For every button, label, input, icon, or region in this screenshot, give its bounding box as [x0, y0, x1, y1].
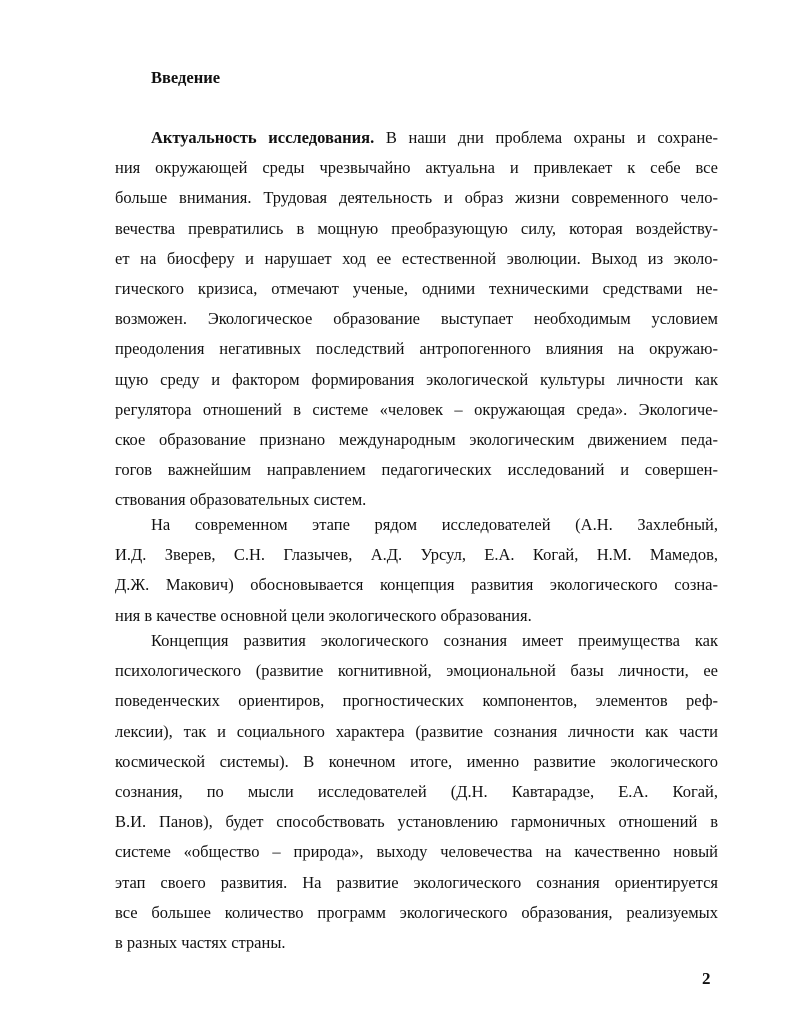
text-line: этап своего развития. На развитие экологического сознания ориентируется	[115, 872, 718, 892]
text-line: психологического (развитие когнитивной, эмоциональной базы личности, ее	[115, 661, 718, 681]
text-line: регулятора отношений в системе «человек – окружающая среда». Экологиче-	[115, 399, 718, 419]
text-line: И.Д. Зверев, С.Н. Глазычев, А.Д. Урсул, Е.А. Когай, Н.М. Мамедов,	[115, 545, 718, 565]
text-line: ское образование признано международным экологическим движением педа-	[115, 430, 718, 450]
text-line: В.И. Панов), будет способствовать установлению гармоничных отношений в	[115, 812, 718, 832]
text-line: ния в качестве основной цели экологического образования.	[115, 605, 532, 625]
page-number: 2	[702, 969, 711, 988]
paragraph-concept	[115, 626, 718, 958]
text-line: сознания, по мысли исследователей (Д.Н. Кавтарадзе, Е.А. Когай,	[115, 782, 718, 802]
section-heading: Введение	[151, 68, 221, 87]
text-line: возможен. Экологическое образование выступает необходимым условием	[115, 309, 718, 329]
text-line: На современном этапе рядом исследователей (А.Н. Захлебный,	[151, 515, 718, 534]
text-line: Д.Ж. Макович) обосновывается концепция развития экологического созна-	[115, 575, 718, 595]
relevance-lead: Актуальность исследования.	[151, 128, 375, 147]
text-line: щую среду и фактором формирования экологической культуры личности как	[115, 369, 718, 389]
text-line: ствования образовательных систем.	[115, 490, 367, 510]
paragraph-researchers	[115, 510, 718, 631]
text-line: лексии), так и социального характера (развитие сознания личности как части	[115, 721, 718, 741]
text-line: ния окружающей среды чрезвычайно актуальна и привлекает к себе все	[115, 158, 718, 178]
text-line: Концепция развития экологического сознания имеет преимущества как	[151, 631, 718, 650]
text-line: космической системы). В конечном итоге, именно развитие экологического	[115, 751, 718, 771]
text-line: все большее количество программ экологического образования, реализуемых	[115, 902, 718, 922]
text-line: гогов важнейшим направлением педагогических исследований и совершен-	[115, 460, 718, 480]
paragraph-relevance	[115, 123, 718, 516]
text-line: гического кризиса, отмечают ученые, одними техническими средствами не-	[115, 279, 718, 299]
text-line: в разных частях страны.	[115, 933, 286, 953]
text-line: ет на биосферу и нарушает ход ее естественной эволюции. Выход из эколо-	[115, 248, 718, 268]
text-line: вечества превратились в мощную преобразующую силу, которая воздейству-	[115, 218, 718, 238]
text-line: Актуальность исследования. В наши дни проблема охраны и сохране-	[151, 128, 718, 147]
text-line: поведенческих ориентиров, прогностических компонентов, элементов реф-	[115, 691, 718, 711]
text-line: больше внимания. Трудовая деятельность и образ жизни современного чело-	[115, 188, 718, 208]
text-line: преодоления негативных последствий антропогенного влияния на окружаю-	[115, 339, 718, 359]
text-line: системе «общество – природа», выходу человечества на качественно новый	[115, 842, 718, 862]
